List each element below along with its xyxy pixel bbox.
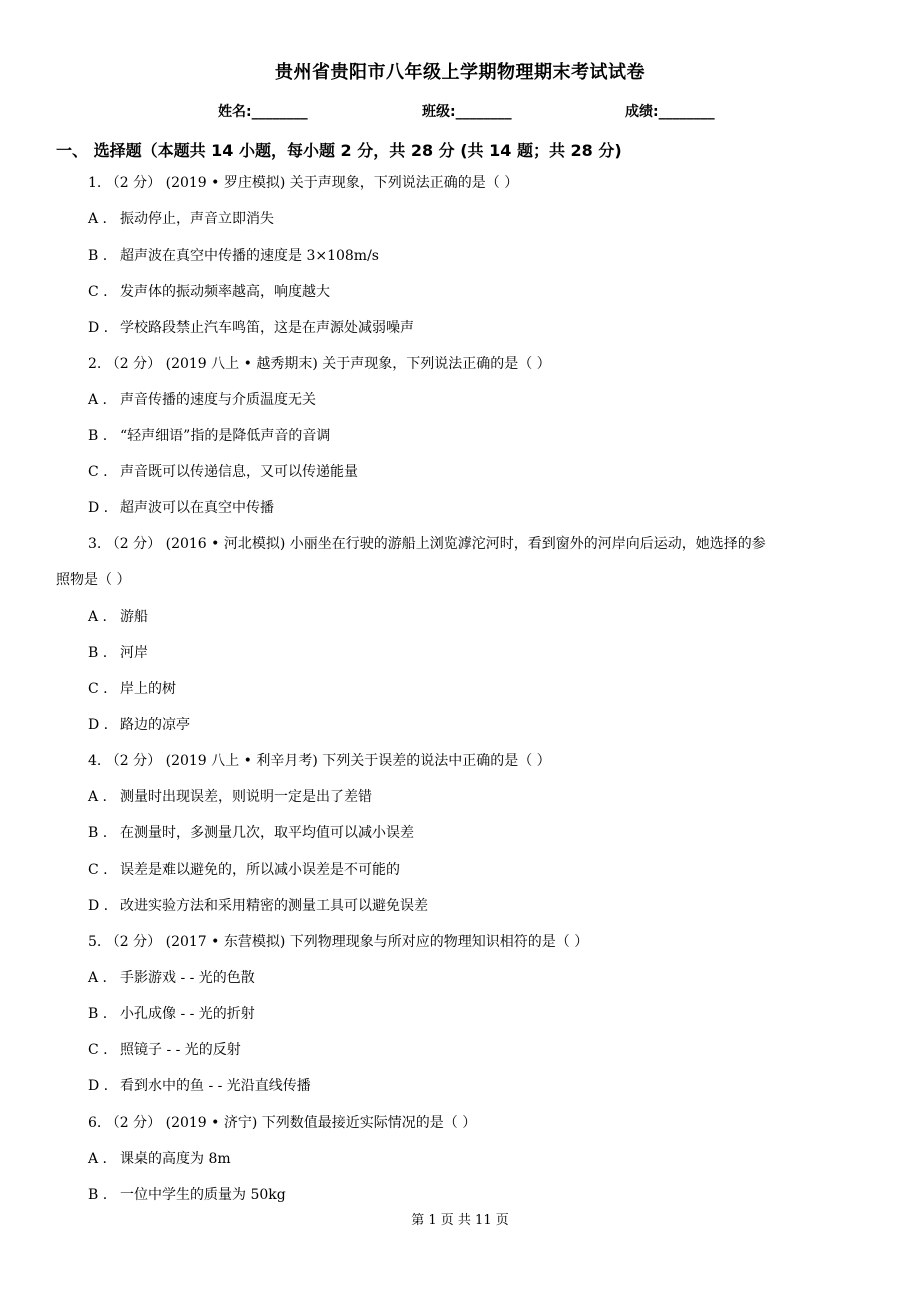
question-6-option-a xyxy=(88,1150,231,1168)
option-text: 路边的凉亭 xyxy=(120,717,190,733)
option-text: 超声波可以在真空中传播 xyxy=(120,500,274,516)
option-letter: A . xyxy=(88,789,108,805)
option-text: 岸上的树 xyxy=(120,681,176,697)
option-letter: B . xyxy=(88,428,108,444)
option-text: 改进实验方法和采用精密的测量工具可以避免误差 xyxy=(120,898,428,914)
question-5-option-d xyxy=(88,1077,311,1095)
option-letter: C . xyxy=(88,284,108,300)
option-letter: B . xyxy=(88,825,108,841)
option-letter: D . xyxy=(88,320,109,336)
score-field xyxy=(625,101,715,121)
question-4-option-b xyxy=(88,824,414,842)
option-letter: A . xyxy=(88,609,108,625)
option-letter: A . xyxy=(88,1151,108,1167)
option-text: 测量时出现误差，则说明一定是出了差错 xyxy=(120,789,372,805)
question-1-option-a xyxy=(88,210,274,228)
question-3-stem-continuation: 照物是（ ） xyxy=(56,572,131,588)
question-3-option-c xyxy=(88,680,176,698)
name-blank: ________ xyxy=(251,104,308,120)
option-text: 学校路段禁止汽车鸣笛，这是在声源处减弱噪声 xyxy=(120,320,414,336)
question-5-option-b xyxy=(88,1005,255,1023)
option-text: 误差是难以避免的，所以减小误差是不可能的 xyxy=(120,862,400,878)
question-2-option-c xyxy=(88,463,358,481)
question-6-option-b xyxy=(88,1186,286,1204)
option-text: 游船 xyxy=(120,609,148,625)
option-text: 一位中学生的质量为 50kg xyxy=(120,1187,286,1203)
option-letter: D . xyxy=(88,1078,109,1094)
option-letter: A . xyxy=(88,970,108,986)
option-text: 手影游戏 - - 光的色散 xyxy=(120,970,255,986)
option-letter: C . xyxy=(88,681,108,697)
question-3-stem: 3. （2 分） (2016 • 河北模拟) 小丽坐在行驶的游船上浏览滹沱河时，看到窗外的河岸向后运动，她选择的参 xyxy=(88,536,766,552)
option-text: 河岸 xyxy=(120,645,148,661)
question-6-stem: 6. （2 分） (2019 • 济宁) 下列数值最接近实际情况的是（ ） xyxy=(88,1115,477,1131)
option-text: 发声体的振动频率越高，响度越大 xyxy=(120,284,330,300)
name-label: 姓名: xyxy=(218,104,252,120)
option-text: 声音既可以传递信息，又可以传递能量 xyxy=(120,464,358,480)
question-2-option-d xyxy=(88,499,274,517)
question-4-option-c xyxy=(88,861,400,879)
option-letter: B . xyxy=(88,1187,108,1203)
page-title: 贵州省贵阳市八年级上学期物理期末考试试卷 xyxy=(275,62,645,83)
question-5-stem: 5. （2 分） (2017 • 东营模拟) 下列物理现象与所对应的物理知识相符的是（ ） xyxy=(88,934,589,950)
option-text: 在测量时，多测量几次，取平均值可以减小误差 xyxy=(120,825,414,841)
question-2-stem: 2. （2 分） (2019 八上 • 越秀期末) 关于声现象，下列说法正确的是（ ） xyxy=(88,356,551,372)
option-letter: D . xyxy=(88,898,109,914)
option-letter: C . xyxy=(88,862,108,878)
question-2-option-b xyxy=(88,427,330,445)
option-letter: C . xyxy=(88,1042,108,1058)
option-text: 看到水中的鱼 - - 光沿直线传播 xyxy=(120,1078,311,1094)
question-1-option-b xyxy=(88,247,379,265)
question-3-option-b xyxy=(88,644,148,662)
option-letter: B . xyxy=(88,1006,108,1022)
option-letter: C . xyxy=(88,464,108,480)
option-text: 照镜子 - - 光的反射 xyxy=(120,1042,241,1058)
option-text: 振动停止，声音立即消失 xyxy=(120,211,274,227)
option-letter: A . xyxy=(88,392,108,408)
page-footer: 第 1 页 共 11 页 xyxy=(411,1213,509,1228)
option-letter: D . xyxy=(88,717,109,733)
question-4-stem: 4. （2 分） (2019 八上 • 利辛月考) 下列关于误差的说法中正确的是（ ） xyxy=(88,753,551,769)
option-letter: D . xyxy=(88,500,109,516)
question-2-option-a xyxy=(88,391,316,409)
question-1-option-c xyxy=(88,283,330,301)
question-5-option-c xyxy=(88,1041,241,1059)
class-blank: ________ xyxy=(455,104,512,120)
option-text: 小孔成像 - - 光的折射 xyxy=(120,1006,255,1022)
option-text: “轻声细语”指的是降低声音的音调 xyxy=(120,428,331,444)
question-5-option-a xyxy=(88,969,255,987)
option-text: 课桌的高度为 8m xyxy=(120,1151,231,1167)
question-1-option-d xyxy=(88,319,414,337)
question-4-option-a xyxy=(88,788,372,806)
section-heading: 一、 选择题（本题共 14 小题，每小题 2 分，共 28 分 (共 14 题；共 28 分) xyxy=(56,141,622,160)
option-letter: B . xyxy=(88,645,108,661)
name-field xyxy=(218,101,308,121)
question-3-option-d xyxy=(88,716,190,734)
question-4-option-d xyxy=(88,897,428,915)
score-blank: ________ xyxy=(658,104,715,120)
class-field xyxy=(422,101,512,121)
option-text: 超声波在真空中传播的速度是 3×108m/s xyxy=(120,248,379,264)
question-3-option-a xyxy=(88,608,148,626)
option-text: 声音传播的速度与介质温度无关 xyxy=(120,392,316,408)
score-label: 成绩: xyxy=(625,104,659,120)
class-label: 班级: xyxy=(422,104,456,120)
question-1-stem: 1. （2 分） (2019 • 罗庄模拟) 关于声现象，下列说法正确的是（ ） xyxy=(88,175,519,191)
option-letter: B . xyxy=(88,248,108,264)
option-letter: A . xyxy=(88,211,108,227)
